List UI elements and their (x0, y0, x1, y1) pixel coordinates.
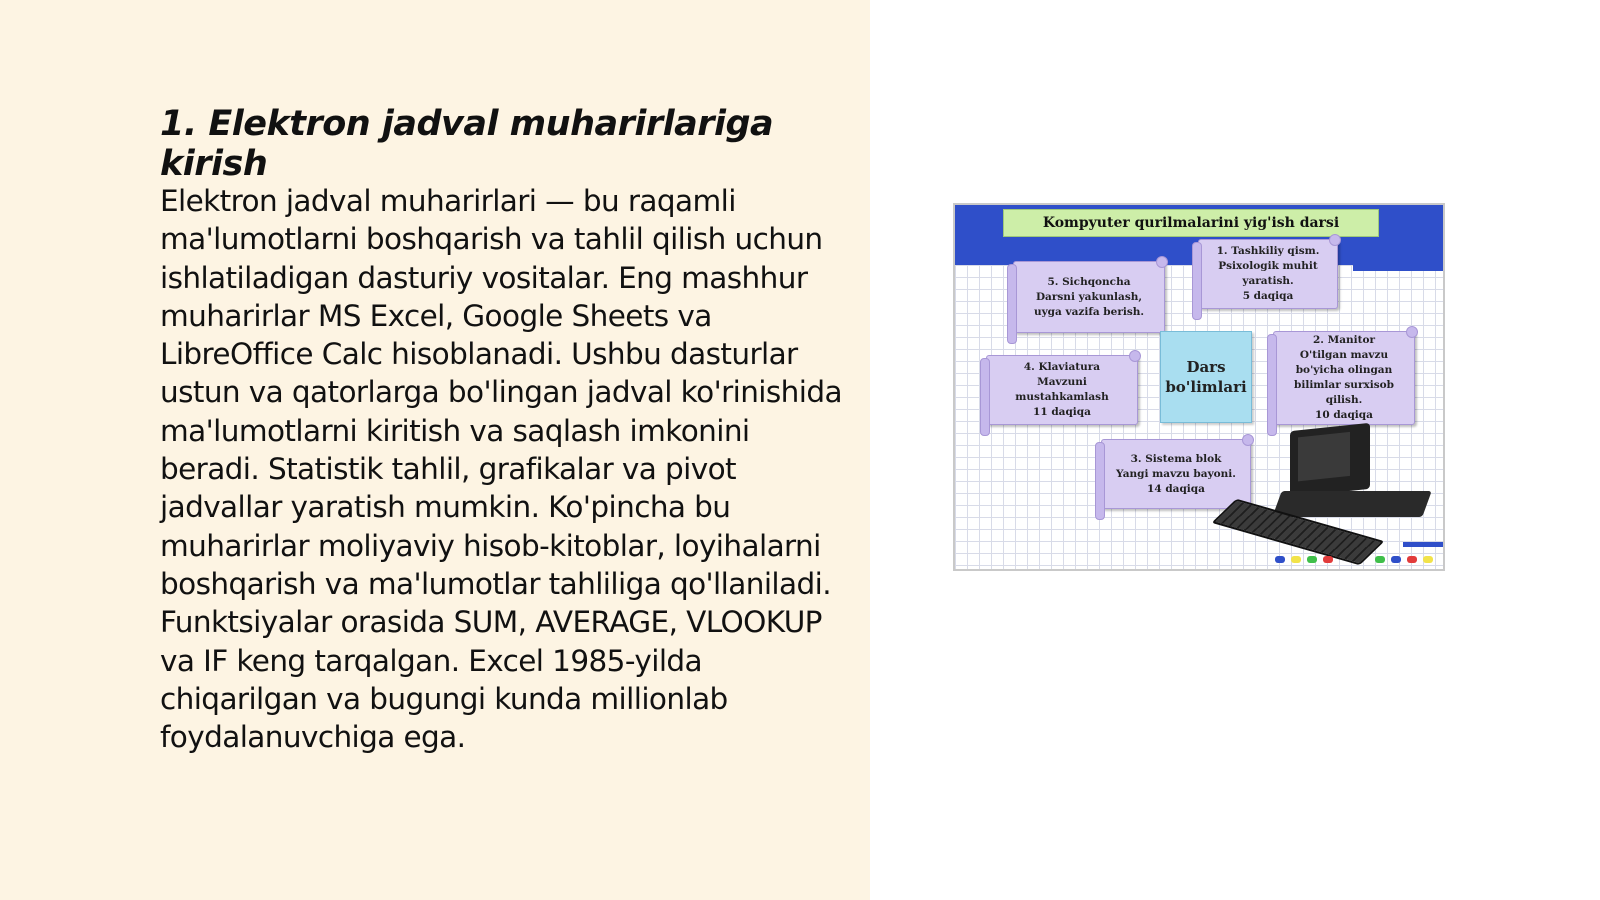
decor-dot (1375, 556, 1385, 563)
center-box (1160, 331, 1252, 423)
scroll-box-1 (1198, 239, 1338, 309)
scroll-box-5 (1013, 261, 1165, 333)
slide-title: 1. Elektron jadval muharirlariga kirish (160, 104, 774, 184)
decor-dot (1407, 556, 1417, 563)
monitor-screen (1298, 432, 1350, 481)
decor-dot (1275, 556, 1285, 563)
scroll-box-3-text: 3. Sistema blok Yangi mavzu bayoni. 14 daqiqa (1116, 452, 1236, 495)
decor-dot (1307, 556, 1317, 563)
lesson-diagram-image (953, 203, 1445, 571)
scroll-box-2 (1273, 331, 1415, 425)
scroll-box-1-text: 1. Tashkiliy qism. Psixologik muhit yaratish. 5 daqiqa (1216, 245, 1320, 302)
scroll-box-4-text: 4. Klaviatura Mavzuni mustahkamlash 11 daqiqa (1015, 361, 1109, 418)
center-box-text: Dars bo'limlari (1165, 358, 1247, 396)
scroll-box-5-text: 5. Sichqoncha Darsni yakunlash, uyga vazifa berish. (1033, 275, 1145, 318)
slide-body-text: Elektron jadval muharirlari — bu raqamli ma'lumotlarni boshqarish va tahlil qilish uchun ishlatiladigan dasturiy vositalar. Eng mashhur muharirlar MS Excel, Google Sheets va LibreOffice Calc hisoblanadi. Ushbu dasturlar ustun va qatorlarga bo'lingan jadval ko'rinishida ma'lumotlarni kiritish va saqlash imkonini beradi. Statistik tahlil, grafikalar va pivot jadvallar yaratish mumkin. Ko'pincha bu muharirlar moliyaviy hisob-kitoblar, loyihalarni boshqarish va ma'lumotlar tahliliga qo'llaniladi. Funktsiyalar orasida SUM, AVERAGE, VLOOKUP va IF keng tarqalgan. Excel 1985-yilda chiqarilgan va bugungi kunda millionlab foydalanuvchiga ega. (160, 184, 842, 755)
system-unit-picture (1272, 491, 1431, 517)
scroll-box-4 (986, 355, 1138, 425)
decor-dot (1423, 556, 1433, 563)
decor-dot (1323, 556, 1333, 563)
header-band-edge (1353, 265, 1443, 271)
decor-dot (1391, 556, 1401, 563)
image-title: Kompyuter qurilmalarini yig'ish darsi (1003, 209, 1379, 237)
decor-dot (1291, 556, 1301, 563)
scroll-box-3 (1101, 439, 1251, 509)
monitor-picture (1290, 423, 1370, 497)
scroll-box-2-text: 2. Manitor O'tilgan mavzu bo'yicha olingan bilimlar surxisob qilish. 10 daqiqa (1294, 334, 1394, 421)
bottom-band (1403, 542, 1443, 547)
